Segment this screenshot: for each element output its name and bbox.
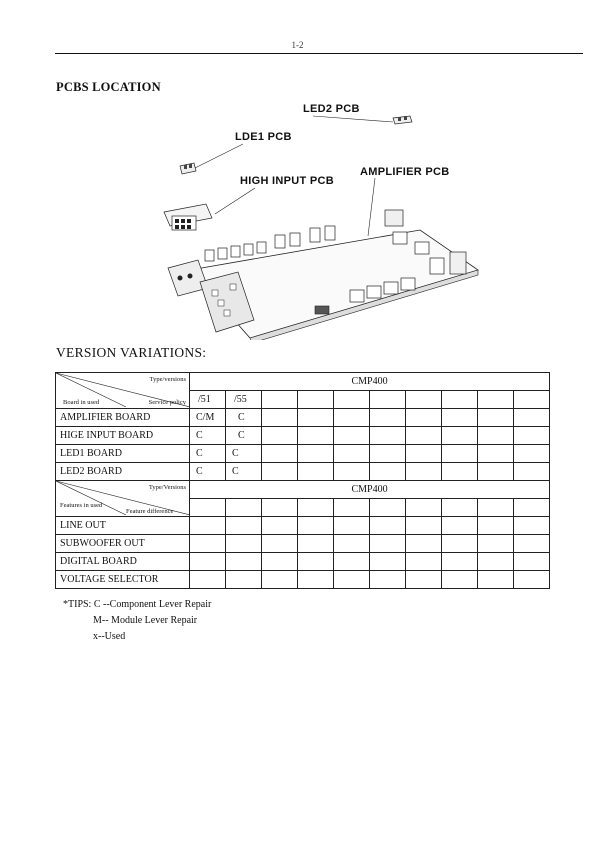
label-high-input-pcb: HIGH INPUT PCB (240, 175, 335, 187)
table1-version-cell: /51 (190, 391, 226, 409)
lde1-board-drawing (180, 163, 196, 174)
tips-line-component: *TIPS: C --Component Lever Repair (63, 599, 212, 610)
label-amplifier-pcb: AMPLIFIER PCB (360, 166, 450, 178)
table2-corner-top: Type/Versions (148, 484, 186, 491)
version-variations-table (55, 372, 550, 589)
label-lde1-pcb: LDE1 PCB (235, 131, 292, 143)
table-row (56, 427, 550, 445)
table1-corner-bottom-right: Service policy (148, 399, 186, 406)
cell-value: C (226, 409, 262, 427)
table1-version-cell (370, 391, 406, 409)
table-row (56, 517, 550, 535)
cell-value: C (226, 445, 262, 463)
page-number: 1-2 (291, 40, 304, 50)
row-label: SUBWOOFER OUT (56, 535, 190, 553)
tips-line-module: M-- Module Lever Repair (93, 615, 198, 626)
table2-corner-bottom-left: Features in used (60, 502, 103, 509)
tips-line-used: x--Used (93, 631, 126, 642)
pcb-location-figure (160, 100, 490, 340)
cell-value: C (190, 427, 226, 445)
row-label: LED1 BOARD (56, 445, 190, 463)
table1-version-cell (478, 391, 514, 409)
row-label: DIGITAL BOARD (56, 553, 190, 571)
table1-corner-cell (56, 373, 190, 409)
table2-header-row (56, 481, 550, 499)
table1-version-cell (514, 391, 550, 409)
table1-group-header: CMP400 (190, 373, 550, 391)
section-title-version-variations: VERSION VARIATIONS: (56, 345, 207, 360)
table1-corner-top: Type/versions (149, 376, 186, 383)
cell-value: C (226, 427, 262, 445)
tips-block (63, 597, 211, 645)
table-row (56, 571, 550, 589)
table2-corner-bottom-right: Feature difference (126, 508, 174, 515)
table2-group-header: CMP400 (190, 481, 550, 499)
table1-version-cell (406, 391, 442, 409)
cell-value: C (190, 445, 226, 463)
header-rule (55, 53, 583, 54)
table1-version-cell (334, 391, 370, 409)
amplifier-board-drawing (168, 210, 478, 340)
table-row (56, 553, 550, 571)
cell-value: C (226, 463, 262, 481)
row-label: LED2 BOARD (56, 463, 190, 481)
table2-corner-cell (56, 481, 190, 517)
section-title-pcbs-location: PCBS LOCATION (56, 80, 161, 94)
table1-version-cell (262, 391, 298, 409)
table1-version-cell: /55 (226, 391, 262, 409)
row-label: LINE OUT (56, 517, 190, 535)
high-input-board-drawing (164, 204, 212, 230)
row-label: VOLTAGE SELECTOR (56, 571, 190, 589)
table1-corner-bottom-left: Board in used (63, 399, 100, 406)
table1-header-row (56, 373, 550, 391)
table-row (56, 409, 550, 427)
table1-version-cell (298, 391, 334, 409)
row-label: AMPLIFIER BOARD (56, 409, 190, 427)
cell-value: C/M (190, 409, 226, 427)
pcb-drawing (160, 100, 490, 340)
led2-board-drawing (393, 116, 412, 124)
table-row (56, 463, 550, 481)
table-row (56, 445, 550, 463)
row-label: HIGE INPUT BOARD (56, 427, 190, 445)
cell-value: C (190, 463, 226, 481)
table1-version-cell (442, 391, 478, 409)
table-row (56, 535, 550, 553)
label-led2-pcb: LED2 PCB (303, 103, 360, 115)
